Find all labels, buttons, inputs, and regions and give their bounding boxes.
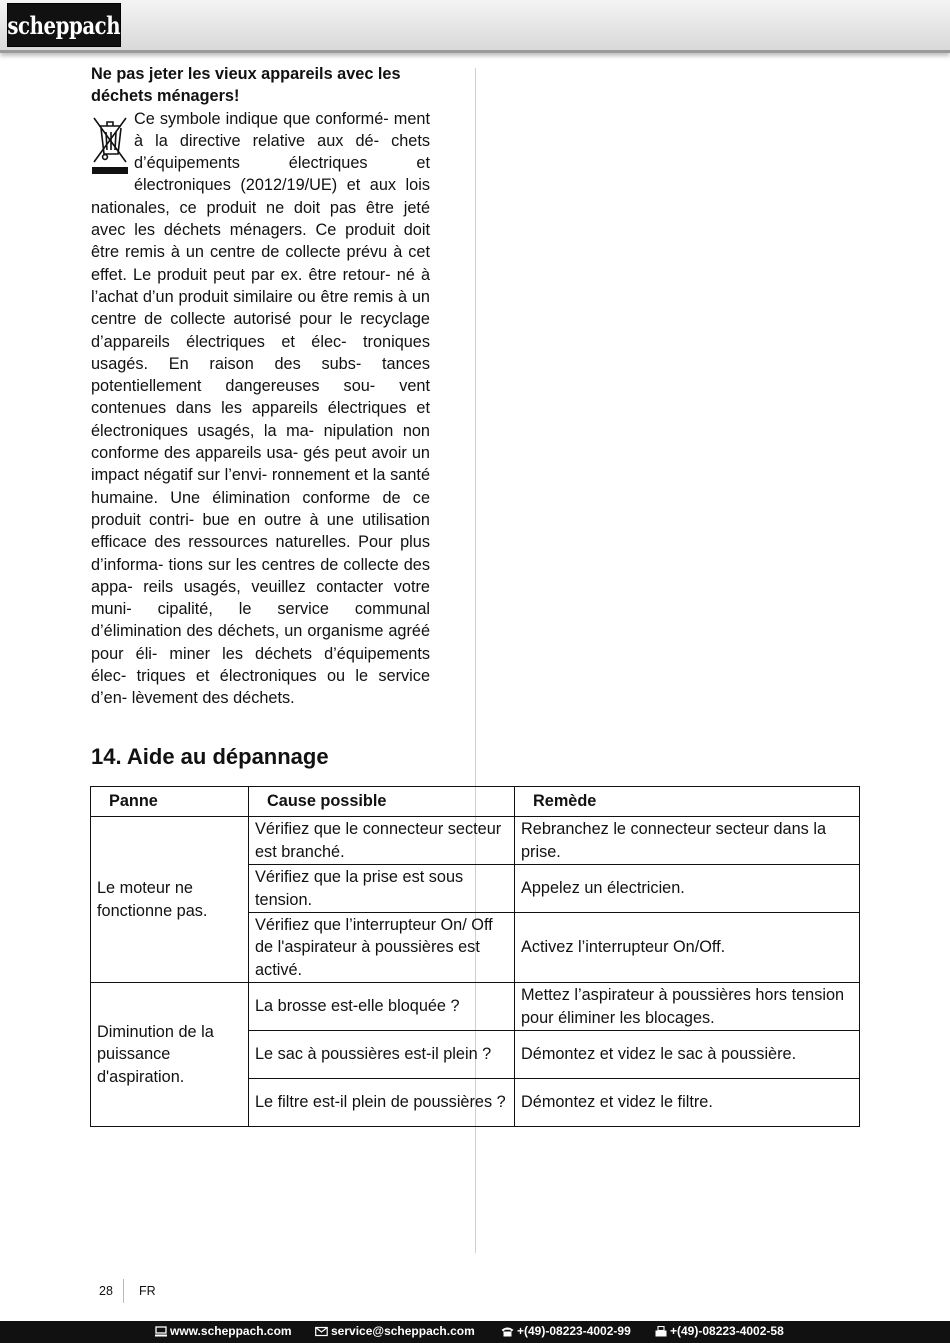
cause-cell: Vérifiez que l’interrupteur On/ Off de l'aspirateur à poussières est activé. — [249, 913, 515, 983]
footer-separator — [123, 1279, 124, 1303]
header-band — [0, 0, 950, 53]
panne-cell: Le moteur ne fonctionne pas. — [91, 817, 249, 983]
remede-cell: Mettez l’aspirateur à poussières hors tension pour éliminer les blocages. — [515, 983, 860, 1031]
footer-fax[interactable] — [655, 1324, 784, 1338]
phone-text: +(49)-08223-4002-99 — [517, 1324, 631, 1338]
remede-cell: Rebranchez le connecteur secteur dans la prise. — [515, 817, 860, 865]
disposal-heading: Ne pas jeter les vieux appareils avec les déchets ménagers! — [91, 65, 401, 106]
crossed-out-wheelie-bin-icon — [90, 112, 130, 176]
troubleshooting-table — [90, 786, 860, 1127]
fax-text: +(49)-08223-4002-58 — [670, 1324, 784, 1338]
website-text: www.scheppach.com — [170, 1324, 292, 1338]
table-row — [91, 817, 860, 865]
panne-cell: Diminution de la puissance d'aspiration. — [91, 983, 249, 1127]
disposal-notice — [91, 63, 430, 710]
phone-icon — [501, 1326, 514, 1337]
brand-logo — [7, 3, 121, 47]
email-text: service@scheppach.com — [331, 1324, 475, 1338]
cause-cell: Vérifiez que le connecteur secteur est branché. — [249, 817, 515, 865]
remede-cell: Appelez un électricien. — [515, 865, 860, 913]
table-header-row — [91, 787, 860, 817]
disposal-body: Ce symbole indique que conformé- ment à la directive relative aux dé- chets d’équipements électriques et électroniques (2012/19/UE) et aux lois nationales, ce produit ne doit pas être jeté avec les déchets ménagers. Ce produit doit être remis à un centre de collecte prévu à cet effet. Le produit peut par ex. être retour- né à l’achat d’un produit similaire ou être remis à un centre de collecte autorisé pour le recyclage d’appareils électriques et élec- troniques usagés. En raison des subs- tances potentiellement dangereuses sou- vent contenues dans les appareils électriques et électroniques usagés, la ma- nipulation non conforme des appareils usa- gés peut avoir un impact négatif sur l’envi- ronnement et la santé humaine. Une élimination conforme de ce produit contri- bue en outre à une utilisation efficace des ressources naturelles. Pour plus d’informa- tions sur les centres de collecte des appa- reils usagés, veuillez contacter votre muni- cipalité, le service communal d’élimination des déchets, un organisme agréé pour éli- miner les déchets d’équipements élec- triques et électroniques ou le service d’en- lèvement des déchets. — [91, 109, 430, 708]
page-number: 28 — [99, 1284, 113, 1298]
remede-cell: Démontez et videz le sac à poussière. — [515, 1031, 860, 1079]
footer-contact-bar — [0, 1321, 950, 1343]
section-title: 14. Aide au dépannage — [91, 744, 329, 769]
remede-cell: Activez l’interrupteur On/Off. — [515, 913, 860, 983]
header-panne: Panne — [91, 787, 249, 817]
remede-cell: Démontez et videz le filtre. — [515, 1079, 860, 1127]
mail-icon — [315, 1326, 328, 1337]
cause-cell: Le sac à poussières est-il plein ? — [249, 1031, 515, 1079]
language-code: FR — [139, 1284, 156, 1298]
footer-email[interactable] — [315, 1324, 475, 1338]
header-remede: Remède — [515, 787, 860, 817]
header-cause: Cause possible — [249, 787, 515, 817]
cause-cell: Le filtre est-il plein de poussières ? — [249, 1079, 515, 1127]
cause-cell: Vérifiez que la prise est sous tension. — [249, 865, 515, 913]
footer-phone[interactable] — [501, 1324, 631, 1338]
table-row — [91, 983, 860, 1031]
cause-cell: La brosse est-elle bloquée ? — [249, 983, 515, 1031]
computer-icon — [155, 1326, 167, 1337]
footer-website[interactable] — [155, 1324, 292, 1338]
fax-icon — [655, 1326, 667, 1337]
brand-logo-text: scheppach — [7, 10, 121, 40]
